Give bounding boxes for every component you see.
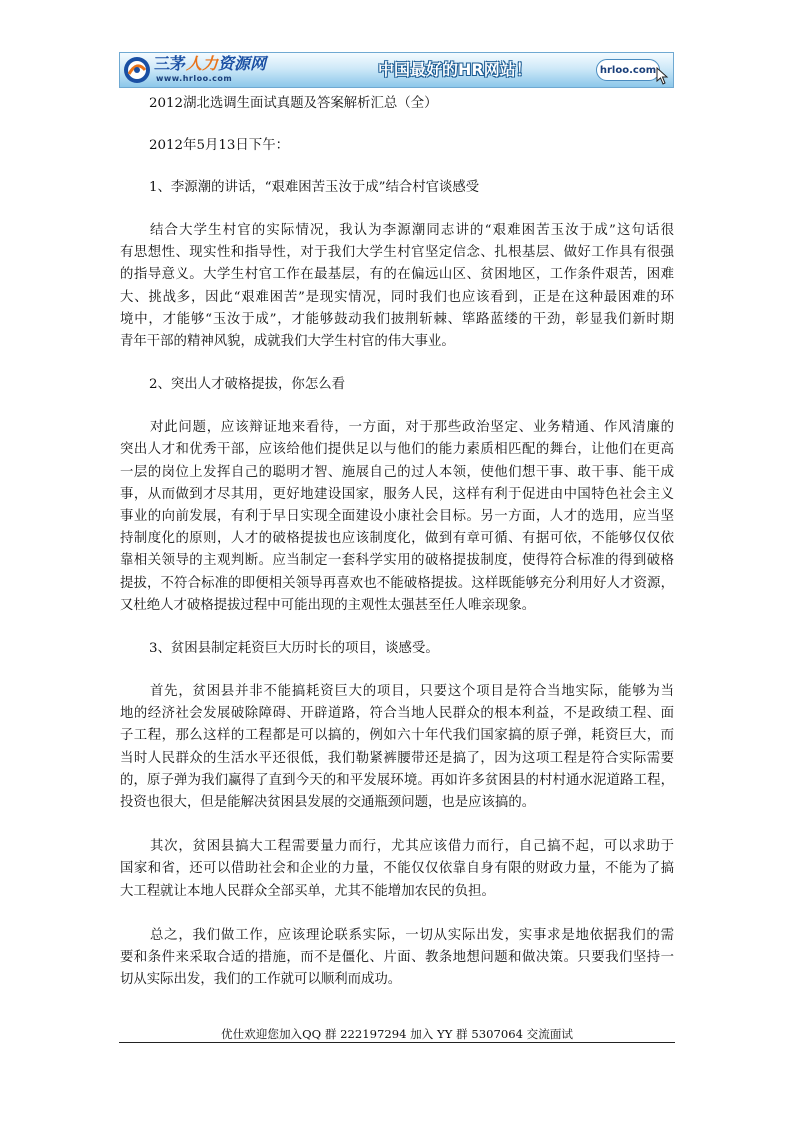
answer-line: 突出人才和优秀干部，应该给他们提供足以与他们的能力素质相匹配的舞台，让他们在更高	[120, 442, 674, 458]
answer-line: 总之，我们做工作，应该理论联系实际，一切从实际出发，实事求是地依据我们的需	[150, 927, 674, 943]
footer-divider	[119, 1042, 675, 1043]
answer-1	[120, 220, 674, 353]
answer-line: 的指导意义。大学生村官工作在最基层，有的在偏远山区、贫困地区，工作条件艰苦，困难	[120, 267, 674, 283]
page-footer: 优仕欢迎您加入QQ 群 222197294 加入 YY 群 5307064 交流面试	[220, 1027, 574, 1041]
answer-3-part-2	[120, 836, 674, 903]
answer-line: 其次，贫困县搞大工程需要量力而行，尤其应该借力而行，自己搞不起，可以求助于	[150, 839, 674, 855]
cursor-pointer-icon	[656, 67, 670, 85]
brand-logo-text[interactable]	[154, 55, 266, 73]
answer-line: 投资也很大，但是能解决贫困县发展的交通瓶颈问题，也是应该搞的。	[120, 795, 536, 811]
answer-line: 有思想性、现实性和指导性，对于我们大学生村官坚定信念、扎根基层、做好工作具有很强	[120, 245, 674, 261]
document-title: 2012湖北选调生面试真题及答案解析汇总（全）	[149, 96, 438, 111]
document-body	[120, 94, 674, 991]
site-badge-button[interactable]: hrloo.com	[596, 59, 660, 81]
answer-line: 子工程，那么这样的工程都是可以搞的，例如六十年代我们国家搞的原子弹，耗资巨大，而	[120, 728, 674, 744]
document-date: 2012年5月13日下午：	[149, 138, 289, 153]
answer-line: 结合大学生村官的实际情况，我认为李源潮同志讲的“艰难困苦玉汝于成”这句话很	[150, 223, 674, 238]
answer-line: 境中，才能够“玉汝于成”，才能够鼓动我们披荆斩棘、筚路蓝缕的干劲，彰显我们新时期	[120, 311, 674, 327]
answer-line: 首先，贫困县并非不能搞耗资巨大的项目，只要这个项目是符合当地实际，能够为当	[150, 684, 674, 700]
question-2: 2、突出人才破格提拔，你怎么看	[149, 377, 345, 393]
answer-line: 切从实际出发，我们的工作就可以顺利而成功。	[120, 972, 402, 988]
header-banner	[119, 52, 674, 88]
banner-slogan: 中国最好的HR网站！	[378, 60, 532, 79]
answer-line: 一层的岗位上发挥自己的聪明才智、施展自己的过人本领，使他们想干事、敢干事、能干成	[120, 464, 674, 480]
answer-line: 当时人民群众的生活水平还很低，我们勒紧裤腰带还是搞了，因为这项工程是符合实际需要	[120, 750, 674, 766]
brand-url[interactable]: www.hrloo.com	[156, 74, 233, 83]
answer-line: 大工程就让本地人民群众全部买单，尤其不能增加农民的负担。	[120, 883, 495, 899]
answer-2	[120, 417, 674, 617]
answer-line: 事业的向前发展，有利于早日实现全面建设小康社会目标。另一方面，人才的选用，应当坚	[120, 509, 674, 525]
answer-3-part-3	[120, 925, 674, 992]
question-1: 1、李源潮的讲话，“艰难困苦玉汝于成”结合村官谈感受	[149, 180, 480, 195]
answer-line: 青年干部的精神风貌，成就我们大学生村官的伟大事业。	[120, 334, 455, 350]
answer-line: 地的经济社会发展破除障碍、开辟道路，符合当地人民群众的根本利益，不是政绩工程、面	[120, 706, 674, 722]
brand-part-2: 人力	[186, 54, 219, 73]
brand-part-1: 三茅	[154, 54, 187, 73]
answer-line: 又杜绝人才破格提拔过程中可能出现的主观性太强甚至任人唯亲现象。	[120, 597, 536, 613]
answer-line: 持制度化的原则，人才的破格提拔也应该制度化，做到有章可循、有据可依，不能够仅仅依	[120, 531, 674, 547]
answer-3-part-1	[120, 681, 674, 814]
answer-line: 靠相关领导的主观判断。应当制定一套科学实用的破格提拔制度，使得符合标准的得到破格	[120, 553, 674, 569]
answer-line: 大、挑战多，因此“艰难困苦”是现实情况，同时我们也应该看到，正是在这种最困难的环	[120, 289, 674, 305]
logo-emblem-icon	[123, 56, 151, 84]
answer-line: 的，原子弹为我们赢得了直到今天的和平发展环境。再如许多贫困县的村村通水泥道路工程，	[120, 772, 674, 788]
answer-line: 对此问题，应该辩证地来看待，一方面，对于那些政治坚定、业务精通、作风清廉的	[150, 420, 674, 436]
answer-line: 事，从而做到才尽其用，更好地建设国家，服务人民，这样有利于促进由中国特色社会主义	[120, 486, 674, 502]
brand-part-3: 资源网	[218, 54, 267, 73]
answer-line: 提拔，不符合标准的即便相关领导再喜欢也不能破格提拔。这样既能够充分利用好人才资源，	[120, 575, 674, 591]
question-3: 3、贫困县制定耗资巨大历时长的项目，谈感受。	[149, 641, 439, 657]
answer-line: 要和条件来采取合适的措施，而不是僵化、片面、教条地想问题和做决策。只要我们坚持一	[120, 950, 674, 966]
answer-line: 国家和省，还可以借助社会和企业的力量，不能仅仅依靠自身有限的财政力量，不能为了搞	[120, 861, 674, 877]
